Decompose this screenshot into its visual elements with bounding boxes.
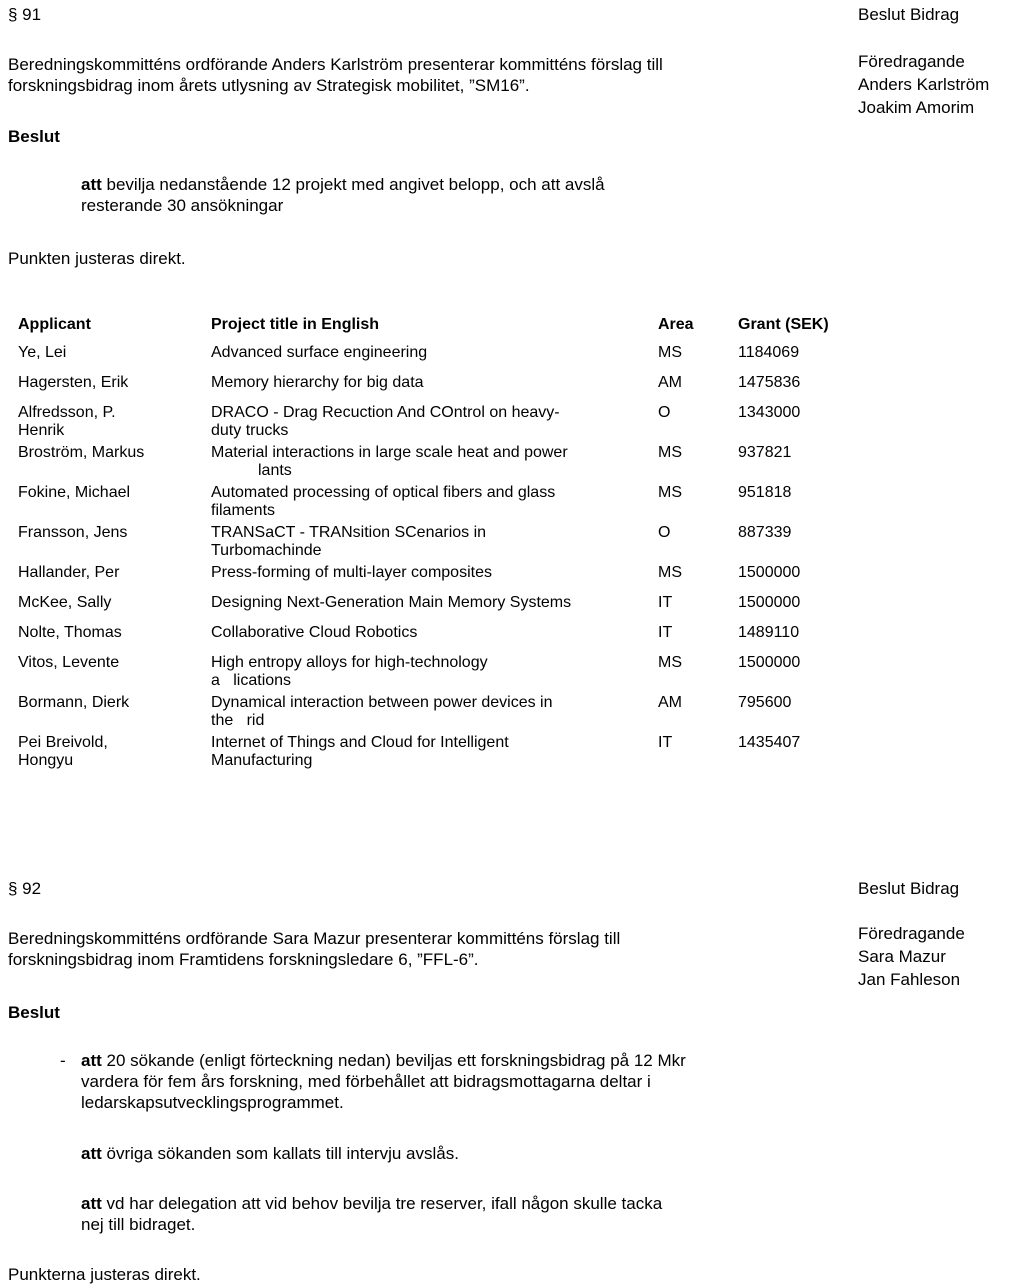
- grant-cell: 1500000: [738, 594, 801, 611]
- title-cell: [211, 524, 658, 564]
- column-header-grant: Grant (SEK): [738, 316, 829, 333]
- decision-line: [81, 1193, 662, 1214]
- applicant-line: Pei Breivold,: [18, 734, 108, 751]
- title-cell: Advanced surface engineering: [211, 344, 428, 361]
- table-row: [0, 594, 858, 624]
- section-92-decision-1: [81, 1050, 686, 1113]
- title-line: filaments: [211, 502, 276, 519]
- area-cell: O: [658, 524, 671, 541]
- decision-line: resterande 30 ansökningar: [81, 196, 284, 215]
- section-91-footer: Punkten justeras direkt.: [8, 249, 186, 268]
- decision-line: [81, 174, 605, 195]
- table-row: [0, 624, 858, 654]
- intro-line: Beredningskommitténs ordförande Anders Karlström presenterar kommitténs förslag till: [8, 55, 663, 74]
- grant-cell: 887339: [738, 524, 792, 541]
- intro-line: forskningsbidrag inom Framtidens forskningsledare 6, ”FFL-6”.: [8, 950, 479, 969]
- decision-line: [81, 1050, 686, 1071]
- area-cell: IT: [658, 624, 673, 641]
- applicant-line: Hongyu: [18, 752, 74, 769]
- section-91-decision: [81, 174, 605, 216]
- title-cell: Memory hierarchy for big data: [211, 374, 424, 391]
- section-92-presenters: [858, 922, 965, 991]
- grant-cell: 937821: [738, 444, 792, 461]
- grant-cell: 951818: [738, 484, 792, 501]
- applicant-cell: [0, 734, 211, 774]
- area-cell: AM: [658, 374, 682, 391]
- applicant-line: Henrik: [18, 422, 65, 439]
- decision-text: bevilja nedanstående 12 projekt med angivet belopp, och att avslå: [106, 175, 605, 194]
- section-91-tag: Beslut Bidrag: [858, 5, 960, 24]
- table-row: [0, 564, 858, 594]
- grant-cell: 795600: [738, 694, 792, 711]
- title-line: a lications: [211, 672, 292, 689]
- title-cell: [211, 694, 658, 734]
- area-cell: IT: [658, 594, 673, 611]
- title-line: the rid: [211, 712, 265, 729]
- decision-line: vardera för fem års forskning, med förbehållet att bidragsmottagarna deltar i: [81, 1072, 651, 1091]
- title-line: duty trucks: [211, 422, 289, 439]
- grant-cell: 1475836: [738, 374, 801, 391]
- decision-text: 20 sökande (enligt förteckning nedan) beviljas ett forskningsbidrag på 12 Mkr: [106, 1051, 686, 1070]
- title-cell: [211, 404, 658, 444]
- title-line: lants: [258, 462, 292, 479]
- area-cell: MS: [658, 444, 682, 461]
- grant-cell: 1500000: [738, 654, 801, 671]
- applicant-cell: Hallander, Per: [18, 564, 120, 581]
- applicant-cell: Fransson, Jens: [18, 524, 128, 541]
- section-92-footer: Punkterna justeras direkt.: [8, 1265, 201, 1284]
- title-cell: Collaborative Cloud Robotics: [211, 624, 418, 641]
- grant-cell: 1500000: [738, 564, 801, 581]
- grants-table: [0, 316, 858, 774]
- table-row: [0, 654, 858, 694]
- section-91-presenters: [858, 50, 989, 119]
- att-keyword: att: [81, 1144, 102, 1163]
- title-line: Internet of Things and Cloud for Intelligent: [211, 734, 509, 751]
- decision-text: övriga sökanden som kallats till intervju avslås.: [106, 1144, 459, 1163]
- area-cell: O: [658, 404, 671, 421]
- presenters-label: Föredragande: [858, 924, 965, 943]
- applicant-cell: Fokine, Michael: [18, 484, 131, 501]
- section-91-beslut-heading: Beslut: [8, 127, 60, 146]
- att-keyword: att: [81, 1194, 102, 1213]
- title-cell: Designing Next-Generation Main Memory Systems: [211, 594, 572, 611]
- presenter-name: Joakim Amorim: [858, 98, 975, 117]
- grant-cell: 1489110: [738, 624, 800, 641]
- presenters-label: Föredragande: [858, 52, 965, 71]
- list-dash: -: [60, 1051, 66, 1070]
- column-header-area: Area: [658, 316, 694, 333]
- section-92-intro: [8, 928, 620, 970]
- table-row: [0, 444, 858, 484]
- table-row: [0, 524, 858, 564]
- title-cell: [211, 734, 658, 774]
- table-header-row: [0, 316, 858, 344]
- presenter-name: Jan Fahleson: [858, 970, 961, 989]
- title-line: DRACO - Drag Recuction And COntrol on heavy-: [211, 404, 560, 421]
- section-92-beslut-heading: Beslut: [8, 1003, 60, 1022]
- table-row: [0, 374, 858, 404]
- applicant-line: Alfredsson, P.: [18, 404, 116, 421]
- section-92-decision-3: [81, 1193, 662, 1235]
- applicant-cell: [0, 404, 211, 444]
- grant-cell: 1343000: [738, 404, 801, 421]
- area-cell: MS: [658, 564, 682, 581]
- section-92-number: § 92: [8, 879, 42, 898]
- title-cell: [211, 444, 658, 484]
- title-line: Material interactions in large scale heat and power: [211, 444, 568, 461]
- applicant-cell: Bormann, Dierk: [18, 694, 130, 711]
- applicant-cell: Ye, Lei: [18, 344, 67, 361]
- intro-line: Beredningskommitténs ordförande Sara Mazur presenterar kommitténs förslag till: [8, 929, 621, 948]
- presenter-name: Sara Mazur: [858, 947, 946, 966]
- decision-line: [81, 1143, 459, 1164]
- applicant-cell: Nolte, Thomas: [18, 624, 122, 641]
- presenter-name: Anders Karlström: [858, 75, 990, 94]
- title-cell: [211, 654, 658, 694]
- decision-line: nej till bidraget.: [81, 1215, 196, 1234]
- area-cell: MS: [658, 654, 682, 671]
- table-row: [0, 734, 858, 774]
- section-92-tag: Beslut Bidrag: [858, 879, 960, 898]
- table-body: [0, 344, 858, 774]
- area-cell: MS: [658, 484, 682, 501]
- table-row: [0, 484, 858, 524]
- section-91-intro: [8, 54, 663, 96]
- att-keyword: att: [81, 1051, 102, 1070]
- area-cell: AM: [658, 694, 682, 711]
- grant-cell: 1184069: [738, 344, 800, 361]
- title-line: High entropy alloys for high-technology: [211, 654, 488, 671]
- applicant-cell: McKee, Sally: [18, 594, 112, 611]
- decision-line: ledarskapsutvecklingsprogrammet.: [81, 1093, 344, 1112]
- area-cell: MS: [658, 344, 682, 361]
- applicant-cell: Broström, Markus: [18, 444, 145, 461]
- applicant-cell: Vitos, Levente: [18, 654, 120, 671]
- grant-cell: 1435407: [738, 734, 801, 751]
- title-cell: [211, 484, 658, 524]
- applicant-cell: Hagersten, Erik: [18, 374, 129, 391]
- title-line: Manufacturing: [211, 752, 313, 769]
- att-keyword: att: [81, 175, 102, 194]
- title-cell: Press-forming of multi-layer composites: [211, 564, 492, 581]
- table-row: [0, 344, 858, 374]
- section-91-number: § 91: [8, 5, 42, 24]
- title-line: Turbomachinde: [211, 542, 322, 559]
- title-line: TRANSaCT - TRANsition SCenarios in: [211, 524, 487, 541]
- title-line: Dynamical interaction between power devices in: [211, 694, 553, 711]
- section-92-decision-2: [81, 1143, 459, 1164]
- table-row: [0, 404, 858, 444]
- title-line: Automated processing of optical fibers and glass: [211, 484, 556, 501]
- decision-text: vd har delegation att vid behov bevilja tre reserver, ifall någon skulle tacka: [106, 1194, 663, 1213]
- intro-line: forskningsbidrag inom årets utlysning av Strategisk mobilitet, ”SM16”.: [8, 76, 530, 95]
- column-header-applicant: Applicant: [18, 316, 91, 333]
- table-row: [0, 694, 858, 734]
- column-header-title: Project title in English: [211, 316, 380, 333]
- area-cell: IT: [658, 734, 673, 751]
